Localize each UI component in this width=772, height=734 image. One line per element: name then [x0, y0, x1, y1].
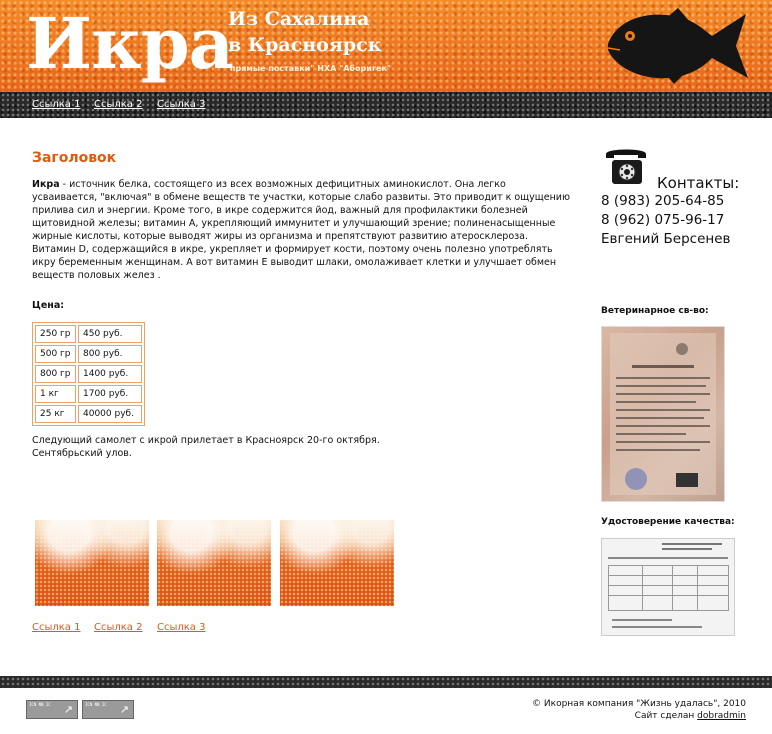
price-cell: 1400 руб. [78, 365, 142, 383]
arrow-icon: ↗ [119, 703, 129, 716]
price-heading: Цена: [32, 300, 65, 311]
certificate-scan [602, 327, 724, 501]
caviar-photo-2[interactable] [157, 520, 271, 606]
contacts-block [601, 192, 731, 249]
phone-number-1: 8 (983) 205-64-85 [601, 193, 725, 209]
weight-cell: 1 кг [35, 385, 76, 403]
weight-cell: 500 гр [35, 345, 76, 363]
weight-cell: 25 кг [35, 405, 76, 423]
quality-certificate-image[interactable] [601, 538, 735, 636]
intro-bold-word: Икра [32, 179, 60, 190]
price-cell: 1700 руб. [78, 385, 142, 403]
site-logo[interactable]: Икра [26, 2, 233, 85]
made-by [635, 711, 746, 721]
notice-line-1: Следующий самолет с икрой прилетает в Красноярск 20-го октября. [32, 435, 380, 446]
vet-certificate-image[interactable] [601, 326, 725, 502]
bottom-link-3[interactable]: Ссылка 3 [157, 622, 206, 633]
arrow-icon: ↗ [63, 703, 73, 716]
weight-cell: 800 гр [35, 365, 76, 383]
table-row [35, 325, 142, 343]
slogan-line-2: в Красноярск [228, 34, 382, 56]
nav-link-3[interactable]: Ссылка 3 [157, 99, 206, 110]
table-row [35, 365, 142, 383]
slogan-line-1: Из Сахалина [228, 8, 370, 30]
quality-certificate-label: Удостоверение качества: [601, 517, 735, 527]
bottom-link-1[interactable]: Ссылка 1 [32, 622, 81, 633]
developer-link[interactable]: dobradmin [697, 711, 746, 721]
counter-label: ICN NN IC [85, 702, 107, 707]
slogan [228, 6, 448, 58]
price-table [32, 322, 145, 426]
top-navigation [0, 92, 772, 118]
nav-link-2[interactable]: Ссылка 2 [94, 99, 143, 110]
intro-paragraph [32, 178, 572, 282]
quality-document-scan [602, 539, 734, 635]
price-cell: 800 руб. [78, 345, 142, 363]
counter-badge-1[interactable] [26, 700, 78, 719]
header-banner [0, 0, 772, 92]
notice-line-2: Сентябрьский улов. [32, 448, 132, 459]
table-row [35, 405, 142, 423]
nav-link-1[interactable]: Ссылка 1 [32, 99, 81, 110]
vet-certificate-label: Ветеринарное св-во: [601, 306, 709, 316]
fish-icon [604, 6, 754, 86]
caviar-photo-1[interactable] [35, 520, 149, 606]
footer-band [0, 676, 772, 688]
price-cell: 40000 руб. [78, 405, 142, 423]
weight-cell: 250 гр [35, 325, 76, 343]
phone-number-2: 8 (962) 075-96-17 [601, 212, 725, 228]
made-by-prefix: Сайт сделан [634, 711, 695, 721]
contacts-heading: Контакты: [657, 174, 740, 192]
intro-text: - источник белка, состоящего из всех возможных дефицитных аминокислот. Она легко усваивается, "включая" в обмене веществ те участки, которые слабо развиты. Это приводит к ощущению прилива сил и энергии. Кроме того, в икре содержится йод, важный для профилактики болезней щитовидной железы; витамин А, укрепляющий иммунитет и улучшающий зрение; полиненасыщенные жирные кислоты, которые выводят жиры из организма и препятствуют развитию атеросклероза. Витамин D, содержащийся в икре, укрепляет и формирует кости, поэтому очень полезно употреблять икру беременным женщинам. А вот витамин Е выводит шлаки, омолаживает клетки и улучшает обмен веществ половых желез . [32, 179, 570, 281]
flight-notice [32, 434, 380, 460]
telephone-icon [604, 146, 648, 186]
counter-badge-2[interactable] [82, 700, 134, 719]
copyright-text: © Икорная компания "Жизнь удалась", 2010 [532, 699, 746, 709]
counter-label: ICN NN IC [29, 702, 51, 707]
price-cell: 450 руб. [78, 325, 142, 343]
table-row [35, 385, 142, 403]
caviar-photo-3[interactable] [280, 520, 394, 606]
page-title: Заголовок [32, 150, 117, 166]
table-row [35, 345, 142, 363]
contact-name: Евгений Берсенев [601, 231, 731, 247]
bottom-link-2[interactable]: Ссылка 2 [94, 622, 143, 633]
tagline: прямые поставки" НХА "Аборигек" [230, 64, 392, 73]
